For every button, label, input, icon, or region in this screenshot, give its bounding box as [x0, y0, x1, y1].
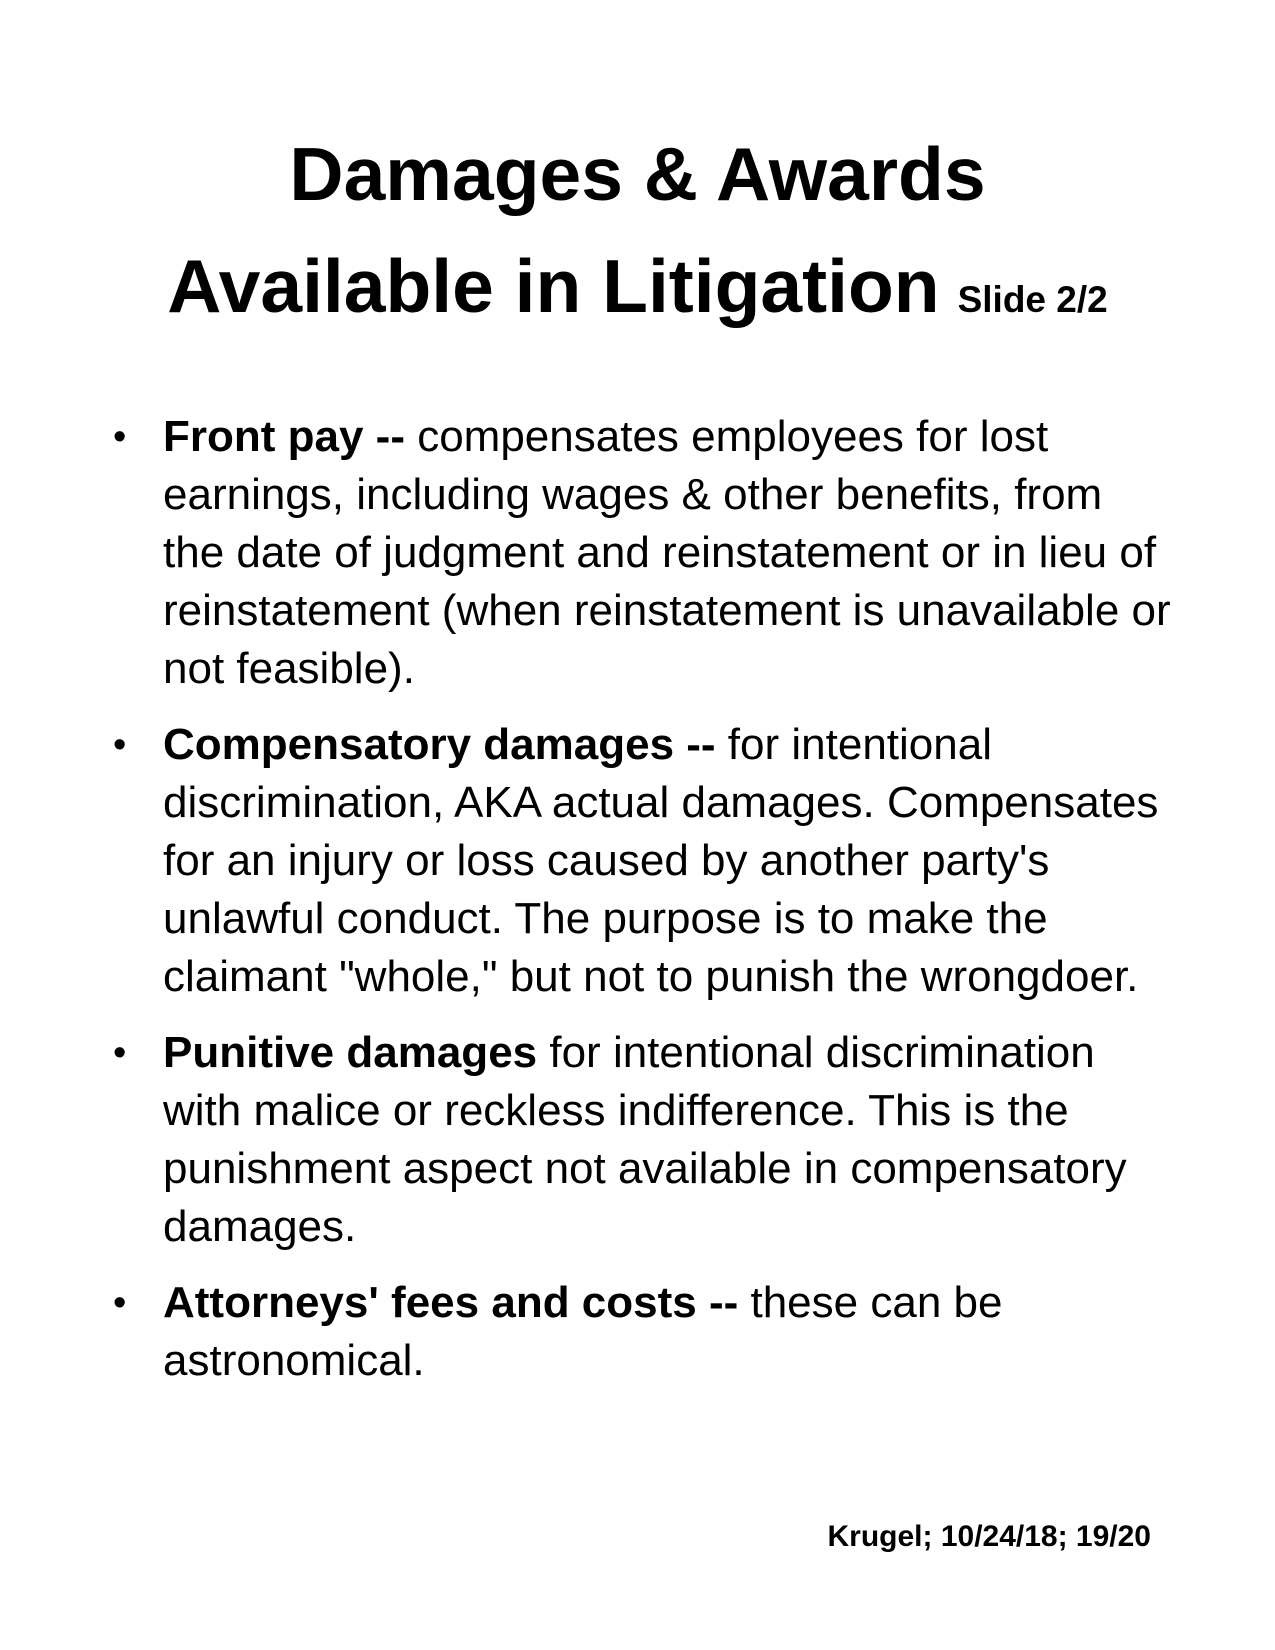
bullet-term: Attorneys' fees and costs -- — [163, 1278, 739, 1327]
bullet-compensatory-damages — [113, 716, 1173, 1006]
bullet-icon: • — [113, 1282, 127, 1324]
bullet-term: Punitive damages — [163, 1028, 538, 1077]
slide-label: Slide 2/2 — [957, 279, 1108, 320]
bullet-front-pay — [113, 408, 1173, 698]
bullet-icon: • — [113, 724, 127, 766]
bullet-attorneys-fees — [113, 1274, 1173, 1390]
footer-citation: Krugel; 10/24/18; 19/20 — [827, 1520, 1151, 1553]
bullet-text: for intentional discrimination with malice or reckless indifference. This is the punishment aspect not available in compensatory damages. — [163, 1028, 1127, 1251]
bullet-punitive-damages — [113, 1024, 1173, 1256]
page-title — [0, 118, 1275, 356]
bullet-icon: • — [113, 416, 127, 458]
bullet-icon: • — [113, 1032, 127, 1074]
bullet-text: for intentional discrimination, AKA actual damages. Compensates for an injury or loss caused by another party's unlawful conduct. The purpose is to make the claimant "whole," but not to punish the wrongdoer. — [163, 720, 1159, 1001]
bullet-text: compensates employees for lost earnings, including wages & other benefits, from the date of judgment and reinstatement or in lieu of reinstatement (when reinstatement is unavailable or not feasible). — [163, 412, 1171, 693]
title-line-1: Damages & Awards — [289, 132, 986, 216]
bullet-term: Front pay -- — [163, 412, 405, 461]
bullet-term: Compensatory damages -- — [163, 720, 716, 769]
title-line-2-text: Available in Litigation — [167, 244, 940, 328]
title-line-2 — [0, 230, 1275, 356]
bullet-text: these can be astronomical. — [163, 1278, 1003, 1385]
bullet-list — [113, 408, 1173, 1408]
